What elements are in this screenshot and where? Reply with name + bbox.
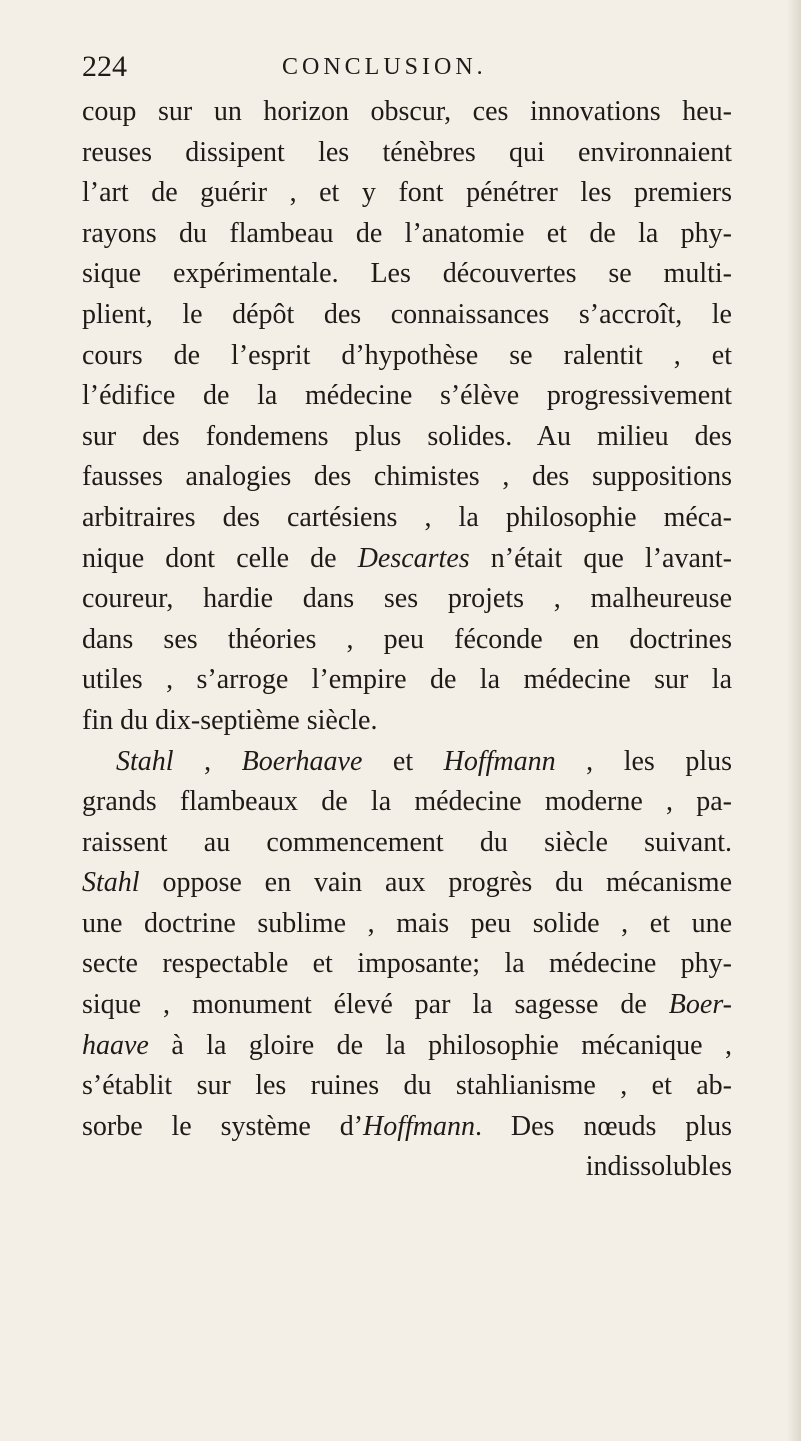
text-line: nique dont celle de Descartes n’était que l’avant- (82, 542, 732, 574)
italic-name: Stahl (116, 745, 174, 777)
text-line: haave à la gloire de la philosophie mécanique , (82, 1029, 732, 1061)
text-line: coup sur un horizon obscur, ces innovations heu- (82, 96, 732, 127)
italic-name: Hoffmann (443, 745, 556, 777)
text-line: une doctrine sublime , mais peu solide , et une (82, 907, 732, 939)
text-line: reuses dissipent les ténèbres qui environnaient (82, 136, 732, 168)
text-line: fausses analogies des chimistes , des suppositions (82, 461, 732, 493)
text-line: grands flambeaux de la médecine moderne , pa- (82, 786, 732, 818)
text-line: sorbe le système d’Hoffmann. Des nœuds plus (82, 1110, 733, 1142)
italic-name: haave (82, 1029, 149, 1061)
text-line: rayons du flambeau de l’anatomie et de la phy- (82, 217, 732, 249)
page-edge-shadow (787, 0, 801, 1441)
text-line: arbitraires des cartésiens , la philosophie méca- (82, 501, 732, 533)
catchword: indissolubles (585, 1151, 732, 1183)
page-number: 224 (82, 50, 127, 83)
text-line: utiles , s’arroge l’empire de la médecine sur la (82, 664, 732, 696)
body-text (82, 92, 732, 1188)
italic-name: Boerhaave (241, 745, 363, 777)
italic-name: Hoffmann (363, 1110, 476, 1142)
text-line: plient, le dépôt des connaissances s’accroît, le (82, 298, 732, 330)
text-line: sur des fondemens plus solides. Au milieu des (82, 420, 732, 452)
page-header (82, 50, 722, 90)
text-line: l’art de guérir , et y font pénétrer les premiers (82, 177, 732, 209)
text-line: cours de l’esprit d’hypothèse se ralentit , et (82, 339, 732, 371)
text-line: s’établit sur les ruines du stahlianisme , et ab- (82, 1070, 732, 1102)
text-line: sique expérimentale. Les découvertes se multi- (82, 258, 732, 290)
text-line: l’édifice de la médecine s’élève progressivement (82, 380, 732, 412)
text-line: Stahl , Boerhaave et Hoffmann , les plus (116, 745, 733, 777)
text-line: sique , monument élevé par la sagesse de Boer- (82, 989, 732, 1021)
italic-name: Boer- (668, 989, 732, 1021)
text-line: secte respectable et imposante; la médecine phy- (82, 948, 732, 980)
running-head: CONCLUSION. (282, 54, 487, 80)
italic-name: Descartes (357, 542, 470, 574)
italic-name: Stahl (82, 867, 140, 899)
text-line: raissent au commencement du siècle suivant. (82, 826, 732, 858)
text-line: dans ses théories , peu féconde en doctrines (82, 623, 732, 655)
text-line: fin du dix-septième siècle. (82, 704, 378, 736)
text-line: coureur, hardie dans ses projets , malheureuse (82, 583, 732, 615)
text-line: Stahl oppose en vain aux progrès du mécanisme (82, 867, 732, 899)
